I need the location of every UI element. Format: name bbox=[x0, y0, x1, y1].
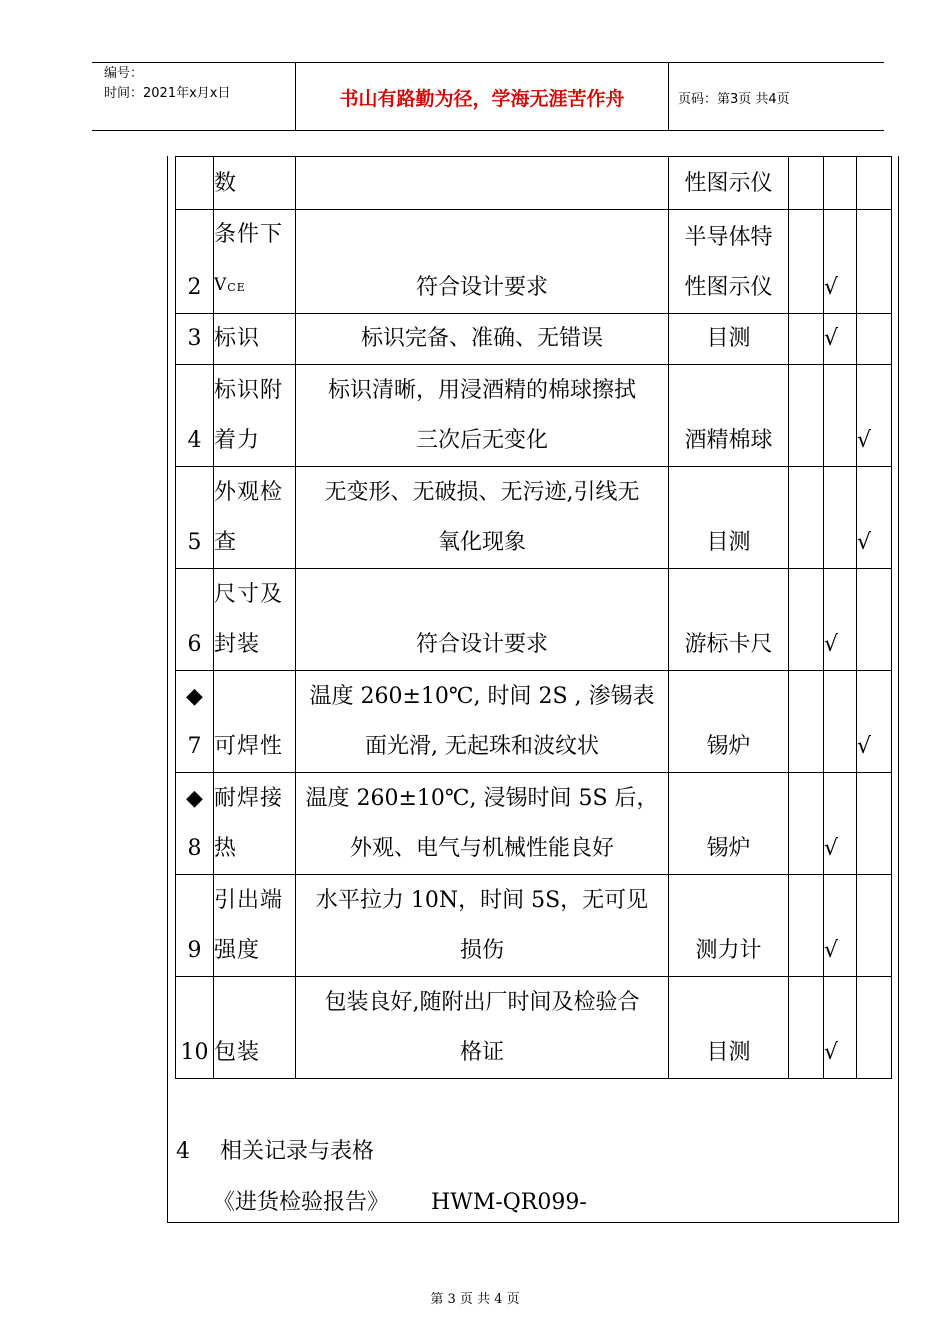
row-number: 3 bbox=[176, 314, 214, 365]
row-tool-line: 半导体特 bbox=[684, 225, 773, 250]
header-motto: 书山有路勤为径，学海无涯苦作舟 bbox=[339, 88, 625, 110]
key-item-diamond: ◆ bbox=[186, 786, 203, 811]
row-item-line: 查 bbox=[214, 530, 238, 555]
section-number: 4 bbox=[176, 1139, 190, 1164]
row-number bbox=[176, 671, 214, 773]
row-item-line: 尺寸及 bbox=[214, 582, 284, 607]
row-tool: 测力计 bbox=[669, 875, 789, 977]
row-empty-cell bbox=[789, 157, 824, 210]
row-empty-cell bbox=[789, 210, 824, 314]
table-row bbox=[176, 467, 892, 569]
row-item-line: 耐焊接 bbox=[214, 786, 284, 811]
row-empty-cell bbox=[789, 365, 824, 467]
row-number-value: 7 bbox=[187, 734, 202, 759]
row-mark-1: √ bbox=[824, 314, 857, 365]
row-mark-2: √ bbox=[857, 467, 892, 569]
row-requirement-line: 氧化现象 bbox=[437, 530, 526, 555]
row-number: 9 bbox=[176, 875, 214, 977]
header-top-rule bbox=[92, 62, 884, 63]
row-mark-2 bbox=[857, 875, 892, 977]
row-mark-1 bbox=[824, 365, 857, 467]
row-empty-cell bbox=[789, 773, 824, 875]
row-mark-2 bbox=[857, 210, 892, 314]
row-item-line: 热 bbox=[214, 836, 238, 861]
row-requirement-line: 包装良好,随附出厂时间及检验合 bbox=[324, 990, 640, 1015]
serial-label: 编号： bbox=[104, 66, 144, 81]
row-mark-1: √ bbox=[824, 210, 857, 314]
row-item bbox=[214, 210, 296, 314]
table-row bbox=[176, 314, 892, 365]
record-name: 《进货检验报告》 bbox=[213, 1190, 390, 1215]
row-item-line: 外观检 bbox=[214, 480, 284, 505]
row-tool: 目测 bbox=[669, 977, 789, 1079]
row-tool-line: 性图示仪 bbox=[684, 275, 773, 300]
row-mark-2 bbox=[857, 773, 892, 875]
row-item: 标识 bbox=[214, 314, 296, 365]
row-item bbox=[214, 569, 296, 671]
row-item-line: 标识附 bbox=[214, 378, 284, 403]
row-tool: 目测 bbox=[669, 314, 789, 365]
row-mark-2: √ bbox=[857, 365, 892, 467]
row-number: 2 bbox=[176, 210, 214, 314]
row-requirement: 标识完备、准确、无错误 bbox=[296, 314, 669, 365]
row-mark-1 bbox=[824, 467, 857, 569]
row-empty-cell bbox=[789, 875, 824, 977]
table-row bbox=[176, 671, 892, 773]
row-requirement bbox=[296, 875, 669, 977]
row-item: 可焊性 bbox=[214, 671, 296, 773]
vce-subscript: CE bbox=[227, 281, 246, 294]
row-requirement-line: 标识清晰，用浸酒精的棉球擦拭 bbox=[327, 378, 636, 403]
row-empty-cell bbox=[789, 671, 824, 773]
row-tool bbox=[669, 210, 789, 314]
table-row bbox=[176, 365, 892, 467]
row-mark-1: √ bbox=[824, 773, 857, 875]
table-row bbox=[176, 210, 892, 314]
row-requirement bbox=[296, 365, 669, 467]
row-requirement-line: 温度 260±10℃, 时间 2S , 渗锡表 bbox=[309, 684, 655, 709]
vce-symbol: V bbox=[214, 275, 228, 295]
row-requirement bbox=[296, 773, 669, 875]
row-requirement bbox=[296, 467, 669, 569]
record-code: HWM-QR099- bbox=[431, 1190, 587, 1215]
row-tool: 锡炉 bbox=[669, 773, 789, 875]
table-row bbox=[176, 157, 892, 210]
row-item bbox=[214, 365, 296, 467]
row-mark-2: √ bbox=[857, 671, 892, 773]
row-requirement bbox=[296, 157, 669, 210]
key-item-diamond: ◆ bbox=[186, 684, 203, 709]
row-requirement-line: 损伤 bbox=[459, 938, 504, 963]
inspection-table bbox=[175, 156, 892, 1079]
row-item-line: 引出端 bbox=[214, 888, 284, 913]
row-number-value: 8 bbox=[187, 836, 202, 861]
row-number: 6 bbox=[176, 569, 214, 671]
row-item-line: 强度 bbox=[214, 938, 261, 963]
row-empty-cell bbox=[789, 569, 824, 671]
row-requirement-line: 格证 bbox=[459, 1040, 504, 1065]
row-mark-2 bbox=[857, 977, 892, 1079]
row-mark-1: √ bbox=[824, 569, 857, 671]
table-row bbox=[176, 569, 892, 671]
header-page-number: 页码：第3页 共4页 bbox=[678, 92, 790, 107]
row-item: 数 bbox=[214, 157, 296, 210]
row-mark-2 bbox=[857, 569, 892, 671]
row-number bbox=[176, 157, 214, 210]
section-heading bbox=[176, 1134, 374, 1165]
row-requirement-line: 温度 260±10℃, 浸锡时间 5S 后， bbox=[305, 786, 659, 811]
row-empty-cell bbox=[789, 977, 824, 1079]
row-requirement-line: 水平拉力 10N，时间 5S，无可见 bbox=[315, 888, 649, 913]
table-row bbox=[176, 977, 892, 1079]
table-row bbox=[176, 773, 892, 875]
row-mark-2 bbox=[857, 157, 892, 210]
row-mark-2 bbox=[857, 314, 892, 365]
row-item-line: 条件下 bbox=[214, 222, 284, 247]
section-title: 相关记录与表格 bbox=[220, 1139, 375, 1164]
row-number: 4 bbox=[176, 365, 214, 467]
row-empty-cell bbox=[789, 467, 824, 569]
row-item bbox=[214, 467, 296, 569]
row-number bbox=[176, 773, 214, 875]
header-meta bbox=[104, 64, 230, 104]
row-tool: 锡炉 bbox=[669, 671, 789, 773]
row-requirement-line: 无变形、无破损、无污迹,引线无 bbox=[324, 480, 640, 505]
row-requirement: 符合设计要求 bbox=[296, 210, 669, 314]
record-line bbox=[213, 1185, 587, 1216]
row-item bbox=[214, 773, 296, 875]
row-mark-1 bbox=[824, 157, 857, 210]
row-item-line: 着力 bbox=[214, 428, 261, 453]
row-item bbox=[214, 875, 296, 977]
row-requirement-line: 面光滑, 无起珠和波纹状 bbox=[365, 734, 599, 759]
row-mark-1: √ bbox=[824, 977, 857, 1079]
row-tool: 酒精棉球 bbox=[669, 365, 789, 467]
row-requirement-line: 三次后无变化 bbox=[415, 428, 548, 453]
row-requirement bbox=[296, 671, 669, 773]
header-divider bbox=[668, 62, 669, 130]
row-requirement: 符合设计要求 bbox=[296, 569, 669, 671]
row-requirement-line: 外观、电气与机械性能良好 bbox=[349, 836, 614, 861]
row-mark-1: √ bbox=[824, 875, 857, 977]
row-number: 10 bbox=[176, 977, 214, 1079]
page-footer: 第 3 页 共 4 页 bbox=[430, 1292, 520, 1307]
row-number: 5 bbox=[176, 467, 214, 569]
row-mark-1 bbox=[824, 671, 857, 773]
table-row bbox=[176, 875, 892, 977]
row-empty-cell bbox=[789, 314, 824, 365]
header-bottom-rule bbox=[92, 130, 884, 131]
row-item-line bbox=[214, 260, 295, 313]
row-tool: 目测 bbox=[669, 467, 789, 569]
row-requirement bbox=[296, 977, 669, 1079]
row-tool: 性图示仪 bbox=[669, 157, 789, 210]
row-tool: 游标卡尺 bbox=[669, 569, 789, 671]
row-item-line: 封装 bbox=[214, 632, 261, 657]
row-item: 包装 bbox=[214, 977, 296, 1079]
time-label: 时间：2021年x月x日 bbox=[104, 86, 231, 101]
